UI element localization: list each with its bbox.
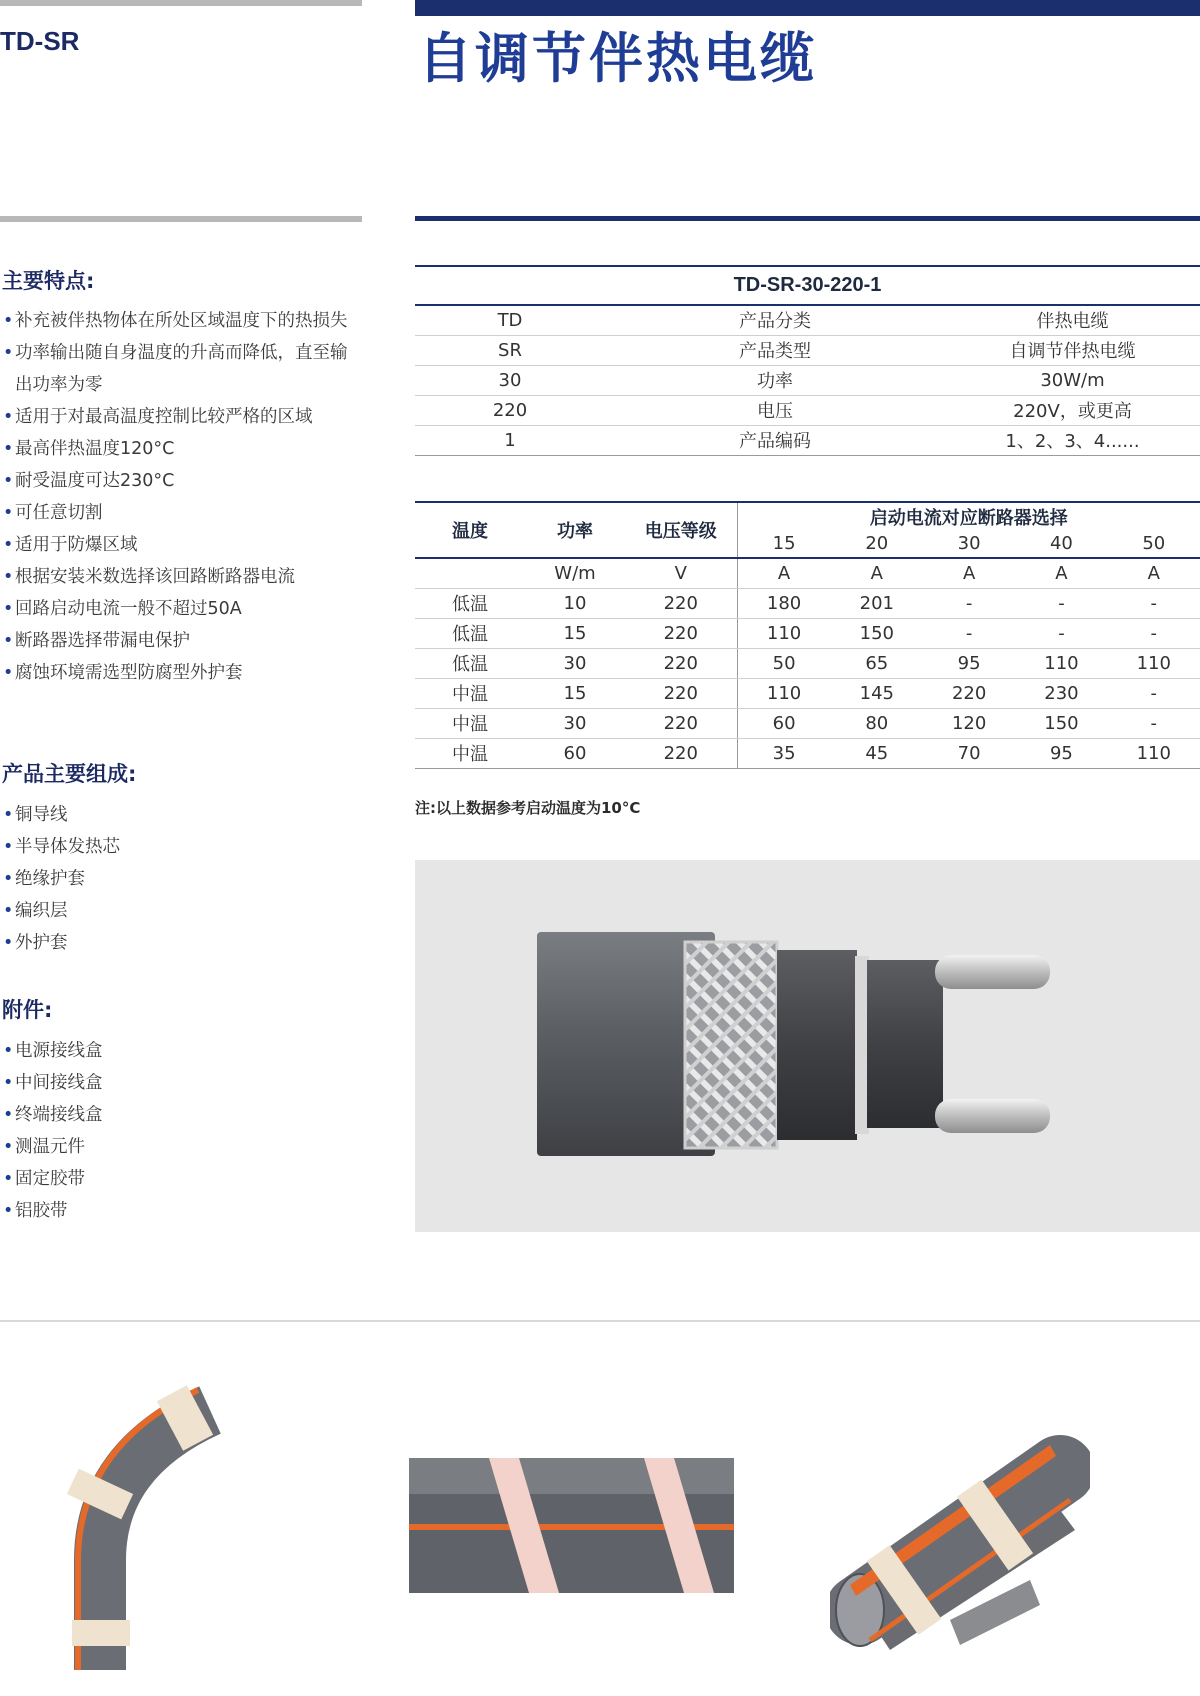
list-item: • 绝缘护套 [3, 869, 85, 889]
top-gray-rule [0, 0, 362, 6]
model-code-table [415, 265, 1200, 456]
product-code: TD-SR [0, 26, 80, 56]
col-power: 功率 [525, 502, 625, 558]
copper-conductor-top [935, 955, 1050, 989]
list-item: • 腐蚀环境需选型防腐型外护套 [3, 663, 243, 683]
table-note: 注:以上数据参考启动温度为10°C [415, 799, 641, 817]
composition-heading: 产品主要组成: [2, 762, 137, 786]
list-item: • 编织层 [3, 901, 68, 921]
breaker-30: 30 [923, 530, 1015, 558]
list-item: • 固定胶带 [3, 1169, 85, 1189]
list-item: • 电源接线盒 [3, 1041, 103, 1061]
insulation-edge [855, 956, 869, 1134]
table-row: 中温 60 220 35 45 70 95 110 [415, 738, 1200, 768]
breaker-group-header: 启动电流对应断路器选择 [737, 502, 1200, 530]
page-title: 自调节伴热电缆 [418, 27, 817, 90]
list-item: • 可任意切割 [3, 503, 103, 523]
list-item-continuation: 出功率为零 [15, 375, 103, 395]
list-item: • 外护套 [3, 933, 68, 953]
table-row: 中温 30 220 60 80 120 150 - [415, 708, 1200, 738]
table-row: 1 产品编码 1、2、3、4...... [415, 425, 1200, 455]
accessories-heading: 附件: [2, 998, 53, 1022]
pipe-support-installation-illustration [830, 1370, 1090, 1670]
breaker-20: 20 [831, 530, 923, 558]
straight-pipe-installation-illustration [409, 1458, 734, 1608]
list-item: • 铝胶带 [3, 1201, 68, 1221]
list-item: • 最高伴热温度120°C [3, 439, 175, 459]
list-item: • 回路启动电流一般不超过50A [3, 599, 242, 619]
section-divider [0, 1320, 1200, 1322]
list-item: • 半导体发热芯 [3, 837, 120, 857]
elbow-installation-illustration [40, 1380, 280, 1680]
breaker-15: 15 [737, 530, 831, 558]
breaker-40: 40 [1015, 530, 1107, 558]
semiconductive-core [867, 960, 943, 1128]
mid-gray-rule [0, 216, 362, 222]
list-item: • 适用于对最高温度控制比较严格的区域 [3, 407, 313, 427]
table-row: 30 功率 30W/m [415, 365, 1200, 395]
model-code-title: TD-SR-30-220-1 [415, 266, 1200, 305]
list-item: • 终端接线盒 [3, 1105, 103, 1125]
breaker-selection-table [415, 501, 1200, 769]
table-row: TD 产品分类 伴热电缆 [415, 305, 1200, 335]
insulation-layer [777, 950, 857, 1140]
list-item: • 适用于防爆区域 [3, 535, 138, 555]
table-row: 低温 15 220 110 150 - - - [415, 618, 1200, 648]
table-row: 中温 15 220 110 145 220 230 - [415, 678, 1200, 708]
cable-cutaway-image [415, 860, 1200, 1232]
col-temperature: 温度 [415, 502, 525, 558]
features-heading: 主要特点: [2, 269, 95, 293]
list-item: • 中间接线盒 [3, 1073, 103, 1093]
copper-conductor-bottom [935, 1099, 1050, 1133]
braid-layer [685, 942, 777, 1148]
table-row: SR 产品类型 自调节伴热电缆 [415, 335, 1200, 365]
breaker-50: 50 [1108, 530, 1200, 558]
table-row: 低温 30 220 50 65 95 110 110 [415, 648, 1200, 678]
list-item: • 根据安装米数选择该回路断路器电流 [3, 567, 295, 587]
table-row: 220 电压 220V，或更高 [415, 395, 1200, 425]
list-item: • 铜导线 [3, 805, 68, 825]
composition-list [2, 799, 120, 959]
units-row: W/m V A A A A A [415, 558, 1200, 588]
list-item: • 断路器选择带漏电保护 [3, 631, 190, 651]
top-blue-rule [415, 0, 1200, 16]
mid-blue-rule [415, 216, 1200, 221]
col-voltage: 电压等级 [625, 502, 737, 558]
list-item: • 耐受温度可达230°C [3, 471, 175, 491]
list-item: • 补充被伴热物体在所处区域温度下的热损失 [3, 311, 348, 331]
accessories-list [2, 1035, 103, 1227]
features-list [2, 305, 348, 689]
list-item: • 测温元件 [3, 1137, 85, 1157]
list-item: • 功率输出随自身温度的升高而降低，直至输 [3, 343, 348, 363]
table-row: 低温 10 220 180 201 - - - [415, 588, 1200, 618]
